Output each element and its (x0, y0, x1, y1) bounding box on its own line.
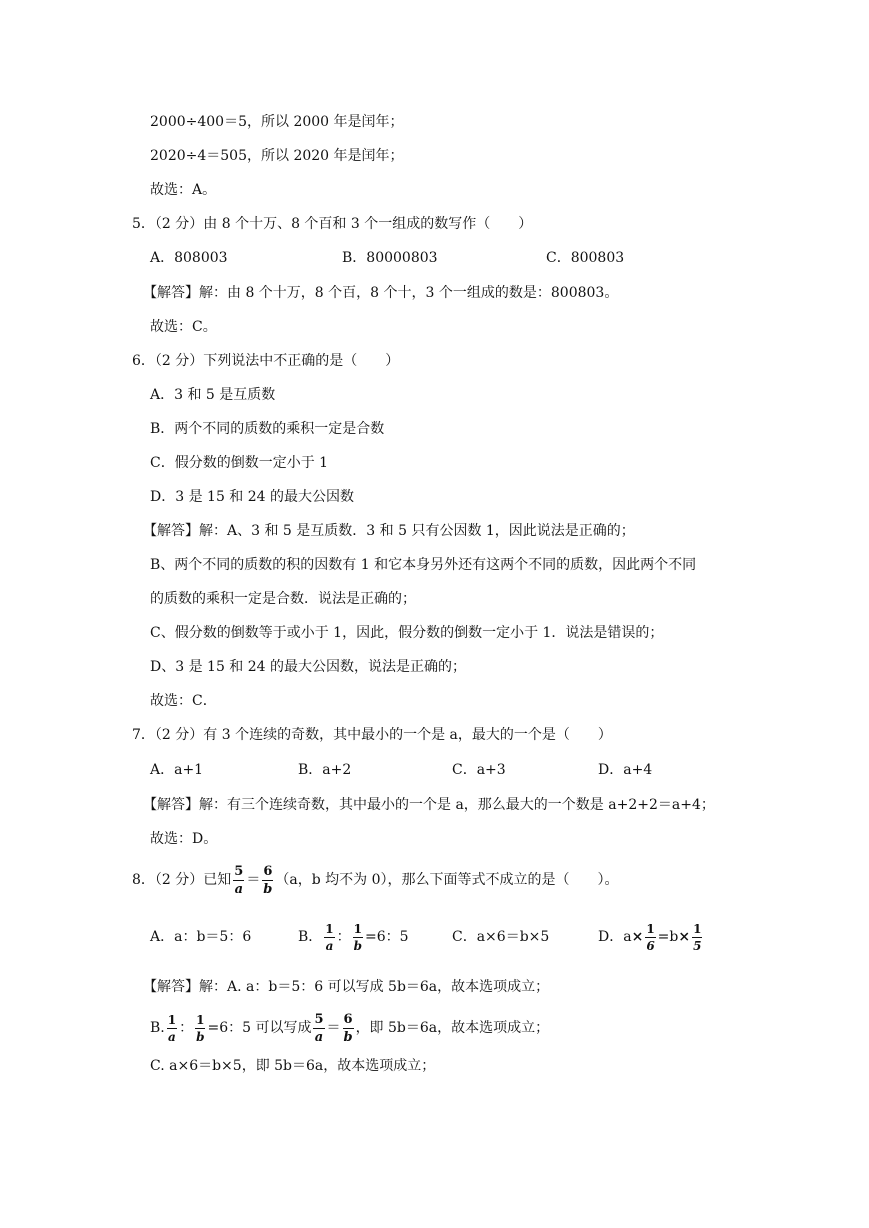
q6-answer-line: 的质数的乘积一定是合数．说法是正确的； (150, 591, 416, 607)
fraction-1-over-b: $\frac{1}{b}$ (353, 921, 363, 953)
fraction-1-over-a: $\frac{1}{a}$ (325, 921, 334, 953)
q7-option-a: A．a+1 (150, 762, 204, 778)
q7-answer: 【解答】解：有三个连续奇数，其中最小的一个是 a，那么最大的一个数是 a+2+2＝a+4； (143, 797, 715, 813)
q6-selection: 故选：C． (150, 693, 217, 709)
fraction-1-over-a: $\frac{1}{a}$ (167, 1012, 177, 1044)
q6-answer-line: D、3 是 15 和 24 的最大公因数，说法是正确的； (150, 659, 467, 675)
text-line: 2020÷4＝505，所以 2020 年是闰年； (150, 148, 404, 164)
q8-answer-line: 【解答】解：A. a：b＝5：6 可以写成 5b＝6a，故本选项成立； (143, 979, 550, 995)
q6-answer-line: C、假分数的倒数等于或小于 1，因此，假分数的倒数一定小于 1．说法是错误的； (150, 625, 664, 641)
q6-answer-line: B、两个不同的质数的积的因数有 1 和它本身另外还有这两个不同的质数，因此两个不同 (150, 557, 697, 573)
question-8: 8．（2 分）已知 $\frac{5}{a}$ ＝ $\frac{6}{b}$ （a，b 均不为 0），那么下面等式不成立的是（ ）。 (132, 863, 619, 897)
q5-option-c: C．800803 (546, 250, 625, 266)
question-5: 5．（2 分）由 8 个十万、8 个百和 3 个一组成的数写作（ ） (132, 216, 533, 232)
q7-option-c: C．a+3 (452, 762, 506, 778)
q5-option-b: B．80000803 (342, 250, 438, 266)
q8-option-d: D．a× $\frac{1}{6}$ =b× $\frac{1}{5}$ (598, 921, 702, 953)
q5-selection: 故选：C。 (150, 319, 217, 335)
fraction-5-over-a: $\frac{5}{a}$ (234, 863, 244, 897)
fraction-1-over-b: $\frac{1}{b}$ (196, 1012, 205, 1044)
q7-option-b: B．a+2 (298, 762, 352, 778)
q6-answer-line: 【解答】解：A、3 和 5 是互质数．3 和 5 只有公因数 1，因此说法是正确的； (143, 523, 635, 539)
fraction-1-over-6: $\frac{1}{6}$ (646, 921, 655, 953)
q8-option-c: C．a×6＝b×5 (452, 929, 550, 945)
q6-option-a: A．3 和 5 是互质数 (150, 387, 276, 403)
q8-answer-line: B. $\frac{1}{a}$ ： $\frac{1}{b}$ =6：5 可以写成 $\frac{5}{a}$ ＝ $\frac{6}{b}$ ，即 5b＝6a，故本选项成立； (150, 1011, 550, 1045)
fraction-5-over-a: $\frac{5}{a}$ (314, 1011, 324, 1045)
q6-option-c: C．假分数的倒数一定小于 1 (150, 455, 329, 471)
q8-option-a: A．a：b＝5：6 (150, 929, 252, 945)
text-line: 故选：A。 (150, 182, 217, 198)
question-6: 6．（2 分）下列说法中不正确的是（ ） (132, 353, 400, 369)
fraction-6-over-b: $\frac{6}{b}$ (343, 1011, 353, 1045)
q7-selection: 故选：D。 (150, 831, 218, 847)
q8-option-b: B． $\frac{1}{a}$ ： $\frac{1}{b}$ =6：5 (298, 921, 409, 953)
text-line: 2000÷400＝5，所以 2000 年是闰年； (150, 114, 404, 130)
q5-answer: 【解答】解：由 8 个十万，8 个百，8 个十，3 个一组成的数是：800803。 (143, 285, 619, 301)
fraction-1-over-5: $\frac{1}{5}$ (693, 921, 702, 953)
q6-option-d: D．3 是 15 和 24 的最大公因数 (150, 489, 355, 505)
q7-option-d: D．a+4 (598, 762, 653, 778)
fraction-6-over-b: $\frac{6}{b}$ (263, 863, 273, 897)
question-7: 7．（2 分）有 3 个连续的奇数，其中最小的一个是 a，最大的一个是（ ） (132, 727, 612, 743)
q5-option-a: A．808003 (150, 250, 228, 266)
q6-option-b: B．两个不同的质数的乘积一定是合数 (150, 421, 385, 437)
q8-answer-line: C. a×6＝b×5，即 5b＝6a，故本选项成立； (150, 1058, 436, 1074)
